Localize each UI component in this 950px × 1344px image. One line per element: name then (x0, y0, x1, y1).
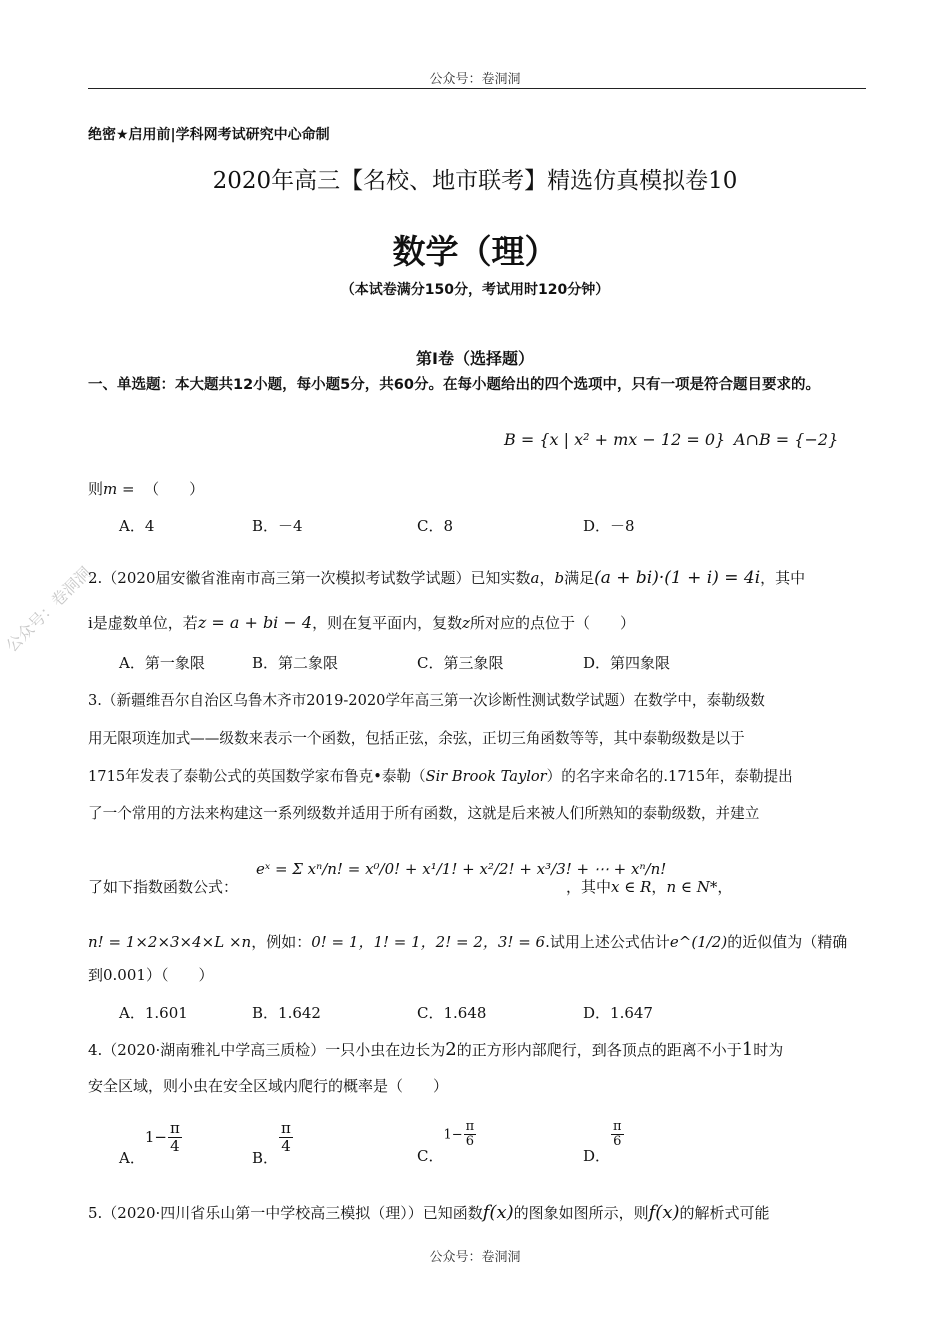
q2-text-c: ，其中 (760, 569, 806, 587)
q2-option-c: C．第三象限 (417, 654, 504, 672)
q4-option-c-num: π (465, 1119, 475, 1134)
q4-option-c (417, 1120, 477, 1166)
q3-text-a: 1715年发表了泰勒公式的英国数学家布鲁克•泰勒（ (88, 768, 426, 785)
page-footer: 公众号：卷洞洞 (429, 1250, 521, 1265)
q4-option-b-den: 4 (281, 1136, 291, 1155)
q3-text-c: ，其中 (566, 878, 612, 896)
q5-text-c: 的解析式可能 (679, 1204, 770, 1222)
q3-factorial: n! = 1×2×3×4×L ×n (88, 933, 252, 951)
subject-title: 数学（理） (392, 232, 558, 271)
q3-option-d: D．1.647 (583, 1004, 653, 1022)
q2-text-a: 2.（2020届安徽省淮南市高三第一次模拟考试数学试题）已知实数 (88, 569, 531, 587)
q5-text-a: 5.（2020·四川省乐山第一中学校高三模拟（理））已知函数 (88, 1204, 483, 1222)
q3-text-b: ）的名字来命名的.1715年，泰勒提出 (546, 768, 793, 785)
q2-formula-1: (a + bi)·(1 + i) = 4i (594, 568, 761, 588)
q3-option-b: B．1.642 (252, 1004, 321, 1022)
q1-stem-math: m = (103, 480, 135, 498)
q2-text-f: 所对应的点位于（ ） (469, 614, 635, 632)
q1-option-d: D．－8 (583, 517, 635, 535)
q5-text-b: 的图象如图所示，则 (513, 1204, 649, 1222)
q3-series-formula: eˣ = Σ xⁿ/n! = x⁰/0! + x¹/1! + x²/2! + x³/3! + ⋯ + xⁿ/n! (256, 860, 667, 878)
q3-option-c: C．1.648 (417, 1004, 487, 1022)
q4-num-1: 1 (741, 1039, 754, 1060)
q4-line2: 安全区域，则小虫在安全区域内爬行的概率是（ ） (88, 1077, 449, 1095)
q3-cond-2: n ∈ N* (666, 878, 718, 896)
q4-option-d-den: 6 (613, 1134, 622, 1150)
q2-line2 (88, 612, 635, 633)
q5-fx-1: f(x) (482, 1202, 514, 1223)
q3-option-a: A．1.601 (119, 1004, 188, 1022)
q2-text-d: i是虚数单位，若 (88, 614, 198, 632)
q2-option-a: A．第一象限 (119, 654, 205, 672)
volume-heading: 第Ⅰ卷（选择题） (416, 349, 534, 368)
q2-formula-2: z = a + bi − 4 (197, 613, 313, 632)
q2-var-b: b (554, 569, 565, 587)
q2-option-d: D．第四象限 (583, 654, 671, 672)
q4-text-c: 时为 (753, 1041, 784, 1059)
q2-option-b: B．第二象限 (252, 654, 339, 672)
q1-stem (88, 478, 204, 499)
q2-text-b: 满足 (564, 569, 595, 587)
q5-fx-2: f(x) (648, 1202, 680, 1223)
q3-e-half: e^(1/2) (669, 933, 728, 951)
q3-text-e: .试用上述公式估计 (545, 933, 670, 951)
q4-option-b-num: π (281, 1119, 291, 1137)
q1-option-c: C．8 (417, 517, 454, 535)
q4-option-a (119, 1120, 183, 1168)
q4-text-a: 4.（2020·湖南雅礼中学高三质检）一只小虫在边长为 (88, 1041, 446, 1059)
q3-text-d: ，例如： (251, 933, 312, 951)
q3-line6 (88, 931, 847, 952)
q3-taylor-name: Sir Brook Taylor (425, 768, 547, 785)
q2-var-a: a (530, 569, 540, 587)
q4-option-d-label: D． (583, 1146, 611, 1165)
q2-var-z: z (462, 614, 470, 632)
q4-option-d (583, 1120, 625, 1166)
q4-option-c-den: 6 (465, 1134, 475, 1150)
q4-line1 (88, 1039, 783, 1060)
q4-option-a-num: π (169, 1119, 180, 1137)
q1-option-b: B．－4 (252, 517, 303, 535)
q3-line5-label: 了如下指数函数公式： (88, 878, 239, 896)
q1-set-b: B = {x | x² + mx − 12 = 0} (504, 430, 726, 449)
q3-line4: 了一个常用的方法来构建这一系列级数并适用于所有函数，这就是后来被人们所熟知的泰勒级数，并建立 (88, 805, 760, 822)
q2-line1: 2.（2020届安徽省淮南市高三第一次模拟考试数学试题）已知实数a，b满足(a + bi)·(1 + i) = 4i，其中 (88, 568, 806, 588)
q3-line5-cond: ，其中x ∈ R，n ∈ N*， (566, 878, 733, 896)
q4-option-a-label: A． (119, 1149, 145, 1167)
exam-title: 2020年高三【名校、地市联考】精选仿真模拟卷10 (212, 168, 738, 194)
q2-text-e: ，则在复平面内，复数 (312, 614, 463, 632)
q3-cond-1: x ∈ R (611, 878, 652, 896)
confidential-label: 绝密★启用前|学科网考试研究中心命制 (88, 127, 330, 143)
q4-option-c-pre: 1− (443, 1127, 463, 1143)
exam-note: （本试卷满分150分，考试用时120分钟） (340, 282, 610, 298)
header-rule (88, 88, 866, 89)
q4-text-b: 的正方形内部爬行，到各顶点的距离不小于 (456, 1041, 742, 1059)
q4-option-b (252, 1120, 294, 1168)
q1-option-a: A．4 (119, 517, 155, 535)
q3-line7: 到0.001）（ ） (88, 966, 214, 984)
q4-option-a-den: 4 (170, 1136, 180, 1155)
watermark: 公众号：卷洞洞 (2, 562, 95, 656)
q1-stem-text: 则 (88, 480, 104, 498)
q3-line2: 用无限项连加式——级数来表示一个函数，包括正弦，余弦，正切三角函数等等，其中泰勒级数是以于 (88, 730, 745, 747)
q3-text-f: 的近似值为（精确 (727, 933, 848, 951)
q5-line1 (88, 1202, 770, 1223)
q4-num-2: 2 (445, 1039, 457, 1060)
q1-blank: （ ） (144, 480, 205, 498)
q1-intersection: A∩B = {−2} (734, 430, 839, 449)
section-heading: 一、单选题：本大题共12小题，每小题5分，共60分。在每小题给出的四个选项中，只有一项是符合题目要求的。 (88, 377, 820, 393)
q3-line1: 3.（新疆维吾尔自治区乌鲁木齐市2019-2020学年高三第一次诊断性测试数学试题）在数学中，泰勒级数 (88, 692, 765, 709)
q4-option-c-label: C． (417, 1146, 444, 1165)
q3-examples: 0! = 1，1! = 1，2! = 2，3! = 6 (311, 933, 546, 951)
page-header: 公众号：卷洞洞 (429, 72, 521, 87)
q3-line3 (88, 765, 793, 786)
q4-option-d-num: π (613, 1119, 622, 1134)
q4-option-a-pre: 1− (144, 1128, 167, 1146)
q4-option-b-label: B． (252, 1149, 279, 1167)
